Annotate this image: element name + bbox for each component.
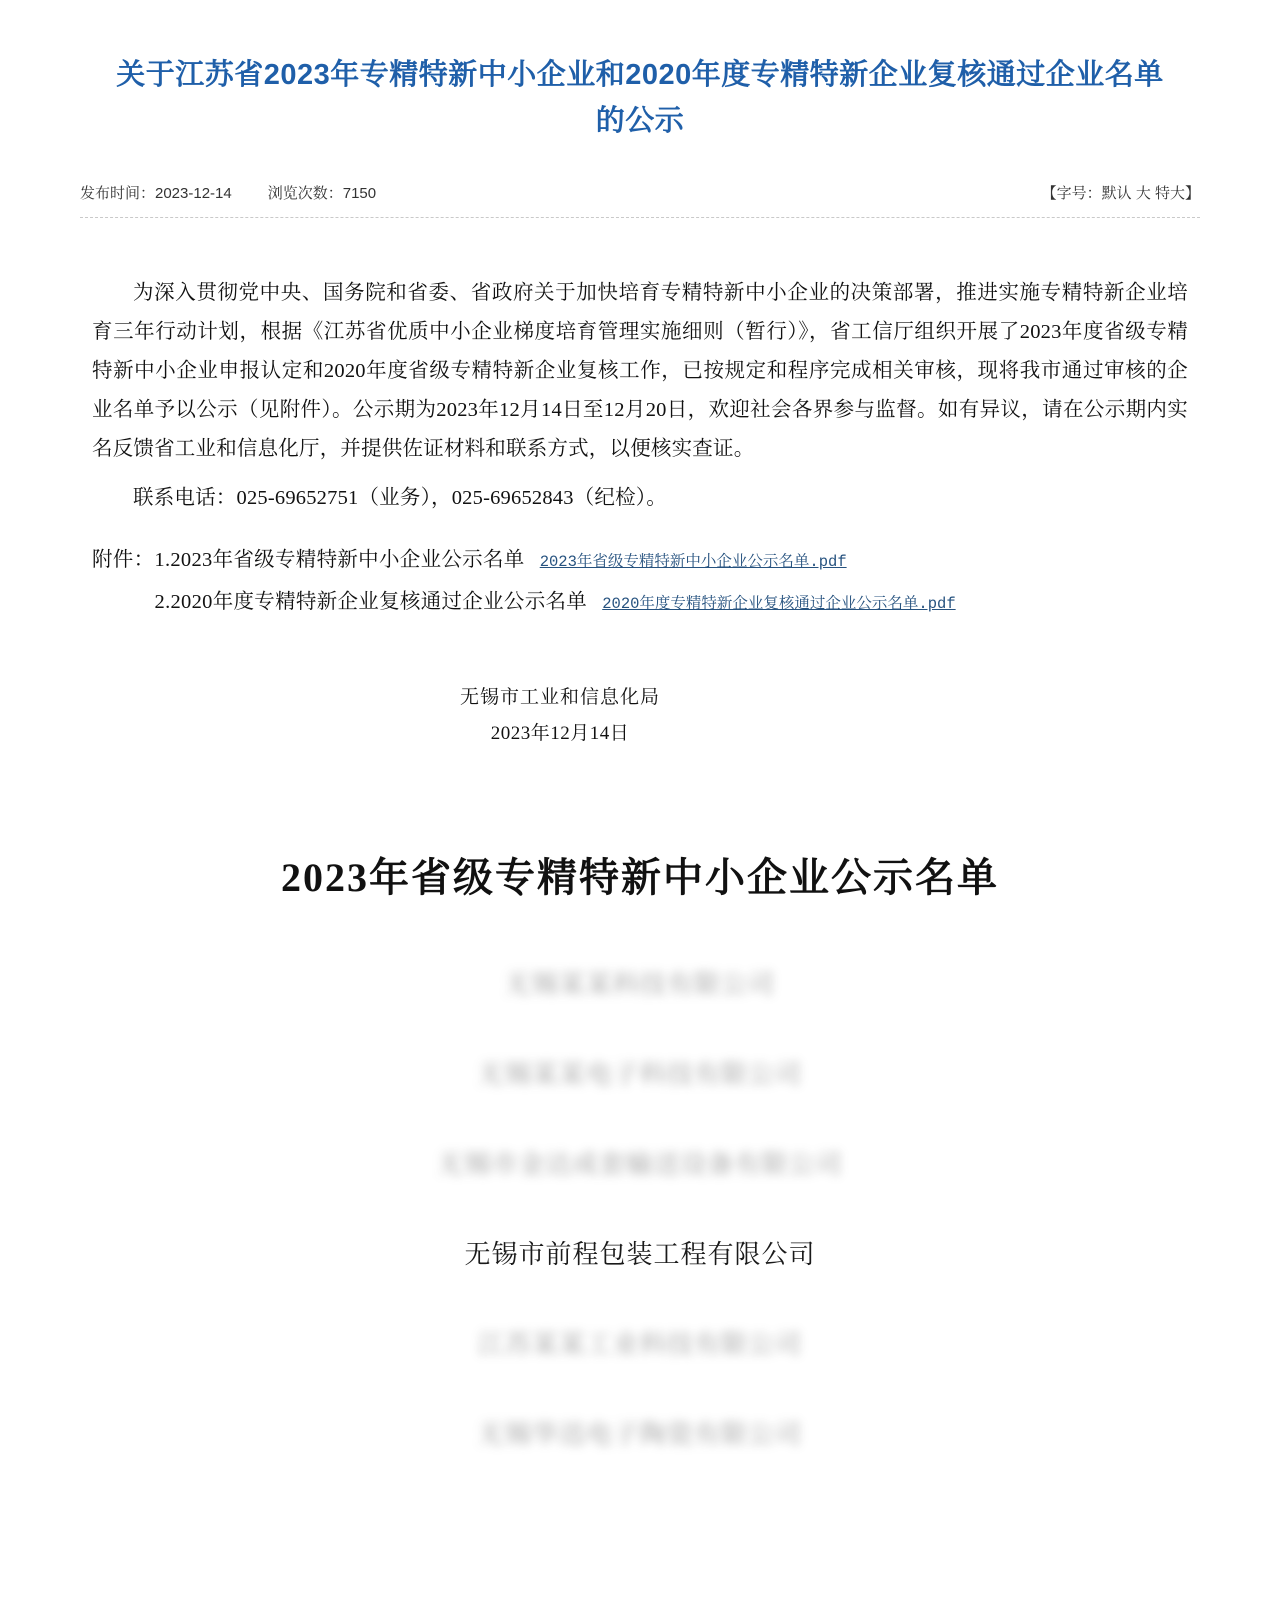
- meta-left-group: [80, 182, 376, 203]
- attachment-preview-title: 2023年省级专精特新中小企业公示名单: [281, 855, 999, 900]
- list-item-highlighted: 无锡市前程包装工程有限公司: [464, 1240, 816, 1269]
- document-meta: [80, 182, 1200, 217]
- font-size-control[interactable]: 【字号：默认 大 特大】: [1041, 185, 1200, 202]
- list-item: 无锡市金达成套输送设备有限公司: [437, 1150, 843, 1179]
- article-paragraph-contact: 联系电话：025-69652751（业务），025-69652843（纪检）。: [133, 487, 667, 509]
- article-paragraph-1: 为深入贯彻党中央、国务院和省委、省政府关于加快培育专精特新中小企业的决策部署，推进实施专精特新企业培育三年行动计划，根据《江苏省优质中小企业梯度培育管理实施细则（暂行）》，省工信厅组织开展了2023年度省级专精特新中小企业申报认定和2020年度省级专精特新企业复核工作，已按规定和程序完成相关审核，现将我市通过审核的企业名单予以公示（见附件）。公示期为2023年12月14日至12月20日，欢迎社会各界参与监督。如有异议，请在公示期内实名反馈省工业和信息化厅，并提供佐证材料和联系方式，以便核实查证。: [92, 282, 1188, 460]
- attachment-row-1: [92, 540, 1188, 582]
- issue-date: 2023年12月14日: [490, 723, 630, 744]
- attachment-2-link[interactable]: 2020年度专精特新企业复核通过企业公示名单.pdf: [602, 595, 956, 613]
- list-item: 无锡某某电子科技有限公司: [477, 1060, 802, 1089]
- attachment-row-2: [92, 582, 1188, 624]
- issuing-organization: 无锡市工业和信息化局: [459, 687, 660, 708]
- list-item: 无锡华迅电子陶瓷有限公司: [477, 1420, 802, 1449]
- list-item: 无锡某某科技有限公司: [504, 970, 775, 999]
- attachment-1-label: 附件：1.2023年省级专精特新中小企业公示名单: [92, 549, 525, 571]
- list-item: 江苏某某工业科技有限公司: [477, 1330, 802, 1359]
- company-list: [0, 962, 1280, 1502]
- attachment-2-label: 2.2020年度专精特新企业复核通过企业公示名单: [154, 591, 588, 613]
- article-body: [92, 274, 1188, 518]
- page-title: 关于江苏省2023年专精特新中小企业和2020年度专精特新企业复核通过企业名单的公示: [116, 59, 1164, 137]
- signature-block: [0, 680, 1280, 752]
- meta-divider: [80, 217, 1200, 218]
- publish-time: 发布时间：2023-12-14: [80, 185, 232, 202]
- attachment-preview: [0, 848, 1280, 1562]
- attachment-list: [92, 540, 1188, 624]
- attachment-1-link[interactable]: 2023年省级专精特新中小企业公示名单.pdf: [539, 553, 847, 571]
- view-count: 浏览次数：7150: [267, 185, 377, 202]
